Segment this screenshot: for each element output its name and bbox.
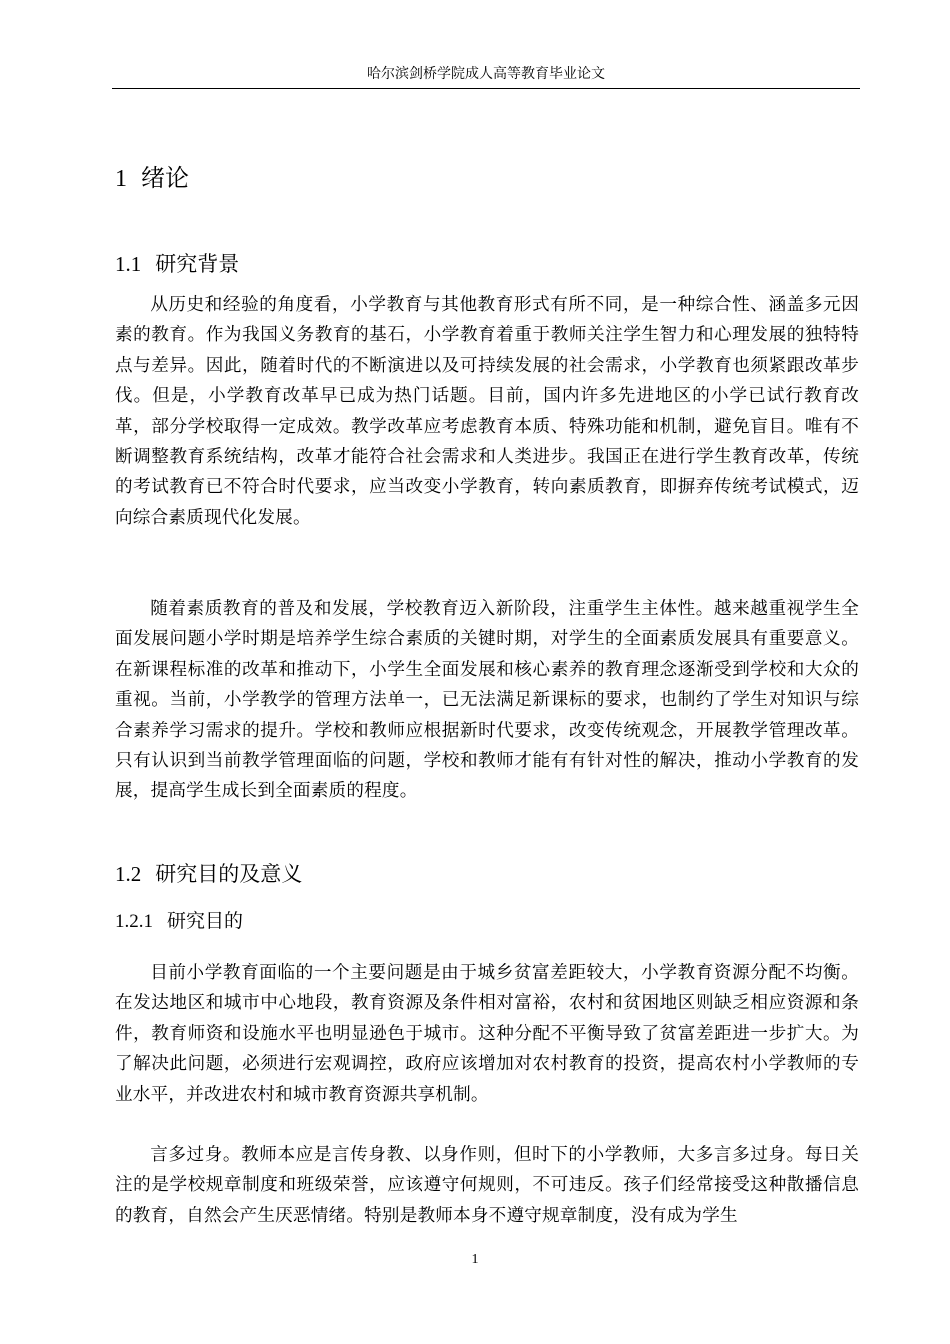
section-title: 研究背景	[155, 252, 240, 276]
paragraph: 目前小学教育面临的一个主要问题是由于城乡贫富差距较大，小学教育资源分配不均衡。在发达地区和城市中心地段，教育资源及条件相对富裕，农村和贫困地区则缺乏相应资源和条件，教育师资和设施水平也明显逊色于城市。这种分配不平衡导致了贫富差距进一步扩大。为了解决此问题，必须进行宏观调控，政府应该增加对农村教育的投资，提高农村小学教师的专业水平，并改进农村和城市教育资源共享机制。	[115, 963, 859, 1105]
chapter-heading	[115, 160, 189, 197]
section-number: 1.2	[115, 862, 142, 886]
section-heading-background	[115, 248, 239, 280]
subsection-heading-aim	[115, 906, 243, 937]
section-number: 1.1	[115, 252, 142, 276]
paragraph: 言多过身。教师本应是言传身教、以身作则，但时下的小学教师，大多言多过身。每日关注的是学校规章制度和班级荣誉，应该遵守何规则，不可违反。孩子们经常接受这种散播信息的教育，自然会产生厌恶情绪。特别是教师本身不遵守规章制度，没有成为学生	[115, 1145, 859, 1226]
chapter-title: 绪论	[141, 164, 189, 192]
paragraph: 随着素质教育的普及和发展，学校教育迈入新阶段，注重学生主体性。越来越重视学生全面发展问题小学时期是培养学生综合素质的关键时期，对学生的全面素质发展具有重要意义。在新课程标准的改革和推动下，小学生全面发展和核心素养的教育理念逐渐受到学校和大众的重视。当前，小学教学的管理方法单一，已无法满足新课标的要求，也制约了学生对知识与综合素养学习需求的提升。学校和教师应根据新时代要求，改变传统观念，开展教学管理改革。只有认识到当前教学管理面临的问题，学校和教师才能有有针对性的解决，推动小学教育的发展，提高学生成长到全面素质的程度。	[115, 599, 859, 802]
paragraph: 从历史和经验的角度看，小学教育与其他教育形式有所不同，是一种综合性、涵盖多元因素的教育。作为我国义务教育的基石，小学教育着重于教师关注学生智力和心理发展的独特特点与差异。因此，随着时代的不断演进以及可持续发展的社会需求，小学教育也须紧跟改革步伐。但是，小学教育改革早已成为热门话题。目前，国内许多先进地区的小学已试行教育改革，部分学校取得一定成效。教学改革应考虑教育本质、特殊功能和机制，避免盲目。唯有不断调整教育系统结构，改革才能符合社会需求和人类进步。我国正在进行学生教育改革，传统的考试教育已不符合时代要求，应当改变小学教育，转向素质教育，即摒弃传统考试模式，迈向综合素质现代化发展。	[115, 295, 859, 528]
section-heading-goal	[115, 858, 302, 890]
subsection-title: 研究目的	[167, 910, 244, 932]
chapter-number: 1	[115, 166, 127, 192]
section-title: 研究目的及意义	[155, 862, 303, 886]
page-number: 1	[471, 1252, 479, 1267]
subsection-number: 1.2.1	[115, 911, 153, 932]
running-header: 哈尔滨剑桥学院成人高等教育毕业论文	[367, 66, 605, 82]
header-rule	[112, 88, 860, 89]
